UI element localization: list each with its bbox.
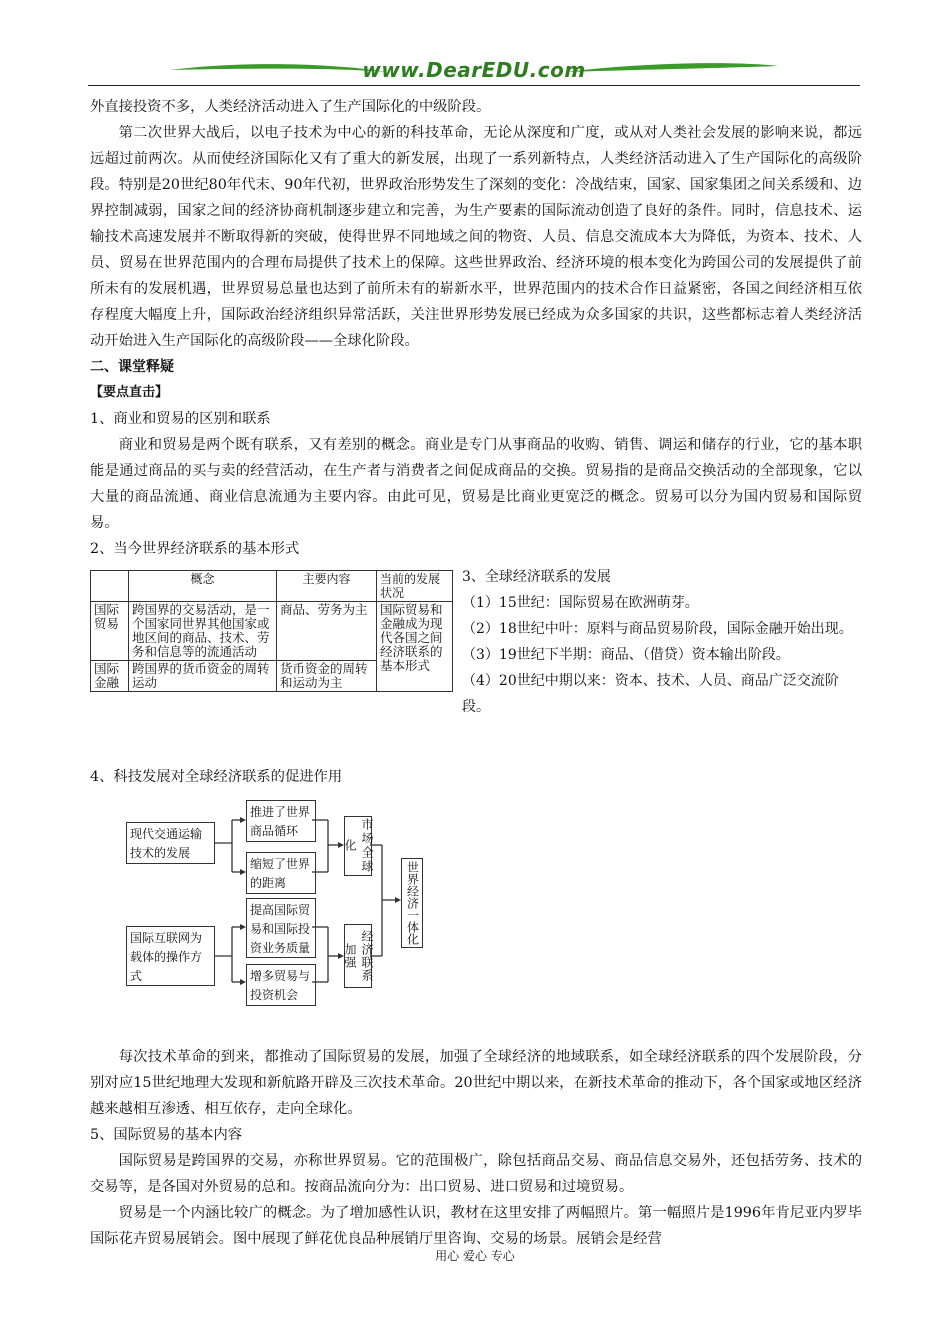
table-cell: 跨国界的货币资金的周转运动 (129, 661, 277, 692)
paragraph: 外直接投资不多，人类经济活动进入了生产国际化的中级阶段。 (90, 99, 491, 115)
table-and-stages (90, 564, 862, 764)
global-links-development (462, 564, 866, 720)
final-integration-text: 世界经济一体化 (405, 861, 420, 945)
stage-item: （3）19世纪下半期：商品、（借贷）资本输出阶段。 (462, 647, 790, 663)
result-box-economic-links (344, 924, 372, 988)
section-title: 二、课堂释疑 (90, 359, 174, 375)
result-market-text: 市场全球化 (343, 818, 374, 874)
page-header (88, 52, 860, 92)
subsection-title: 2、当今世界经济联系的基本形式 (90, 541, 300, 557)
source-box-internet: 国际互联网为载体的操作方式 (126, 926, 215, 986)
header-rule (88, 85, 860, 86)
document-body (90, 94, 862, 1252)
subsection-title: 4、科技发展对全球经济联系的促进作用 (90, 769, 343, 785)
mid-box-commodity-circulation: 推进了世界商品循环 (246, 800, 316, 842)
table-header-cell (91, 571, 129, 602)
final-box-integration (401, 858, 423, 948)
key-points-title: 【要点直击】 (90, 385, 169, 400)
mid-box-shorten-distance: 缩短了世界的距离 (246, 852, 316, 894)
stage-item: （4）20世纪中期以来：资本、技术、人员、商品广泛交流阶段。 (462, 673, 839, 715)
paragraph: 商业和贸易是两个既有联系，又有差别的概念。商业是专门从事商品的收购、销售、调运和储存的行业，它的基本职能是通过商品的买与卖的经营活动，在生产者与消费者之间促成商品的交换。贸易指的是商品交换活动的全部现象，它以大量的商品流通、商业信息流通为主要内容。由此可见，贸易是比商业更宽泛的概念。贸易可以分为国内贸易和国际贸易。 (90, 437, 862, 531)
table-header-cell: 主要内容 (277, 571, 377, 602)
table-header-row (91, 571, 453, 602)
table-cell: 跨国界的交易活动，是一个国家同世界其他国家或地区间的商品、技术、劳务和信息等的流通活动 (129, 602, 277, 661)
subsection-title: 3、全球经济联系的发展 (462, 569, 611, 585)
table-row (91, 602, 453, 661)
source-box-transport: 现代交通运输技术的发展 (126, 822, 215, 864)
table-header-cell: 当前的发展状况 (377, 571, 453, 602)
page-footer: 用心 爱心 专心 (435, 1249, 515, 1263)
mid-box-more-opportunities: 增多贸易与投资机会 (246, 964, 316, 1006)
result-links-text: 经济联系加强 (343, 930, 374, 982)
table-cell: 国际金融 (91, 661, 129, 692)
mid-box-improve-quality: 提高国际贸易和国际投资业务质量 (246, 898, 316, 958)
result-box-market (344, 816, 372, 876)
paragraph: 每次技术革命的到来，都推动了国际贸易的发展，加强了全球经济的地域联系，如全球经济联系的四个发展阶段，分别对应15世纪地理大发现和新航路开辟及三次技术革命。20世纪中期以来，在新技术革命的推动下，各个国家或地区经济越来越相互渗透、相互依存，走向全球化。 (90, 1049, 862, 1117)
stage-item: （2）18世纪中叶：原料与商品贸易阶段，国际金融开始出现。 (462, 621, 853, 637)
tech-impact-diagram (90, 790, 862, 1044)
stage-item: （1）15世纪：国际贸易在欧洲萌芽。 (462, 595, 699, 611)
table-cell: 商品、劳务为主 (277, 602, 377, 661)
subsection-title: 1、商业和贸易的区别和联系 (90, 411, 271, 427)
paragraph: 贸易是一个内涵比较广的概念。为了增加感性认识，教材在这里安排了两幅照片。第一幅照片是1996年肯尼亚内罗毕国际花卉贸易展销会。图中展现了鲜花优良品种展销厅里咨询、交易的场景。展销会是经营 (90, 1205, 862, 1247)
paragraph: 国际贸易是跨国界的交易，亦称世界贸易。它的范围极广，除包括商品交易、商品信息交易外，还包括劳务、技术的交易等，是各国对外贸易的总和。按商品流向分为：出口贸易、进口贸易和过境贸易。 (90, 1153, 862, 1195)
subsection-title: 5、国际贸易的基本内容 (90, 1127, 243, 1143)
table-header-cell: 概念 (129, 571, 277, 602)
paragraph: 第二次世界大战后，以电子技术为中心的新的科技革命，无论从深度和广度，或从对人类社会发展的影响来说，都远远超过前两次。从而使经济国际化又有了重大的新发展，出现了一系列新特点，人类经济活动进入了生产国际化的高级阶段。特别是20世纪80年代末、90年代初，世界政治形势发生了深刻的变化：冷战结束，国家、国家集团之间关系缓和、边界控制减弱，国家之间的经济协商机制逐步建立和完善，为生产要素的国际流动创造了良好的条件。同时，信息技术、运输技术高速发展并不断取得新的突破，使得世界不同地域之间的物资、人员、信息交流成本大为降低，为资本、技术、人员、贸易在世界范围内的合理布局提供了技术上的保障。这些世界政治、经济环境的根本变化为跨国公司的发展提供了前所未有的发展机遇，世界贸易总量也达到了前所未有的崭新水平，世界范围内的技术合作日益紧密，各国之间经济相互依存程度大幅度上升，国际政治经济组织异常活跃，关注世界形势发展已经成为众多国家的共识，这些都标志着人类经济活动开始进入生产国际化的高级阶段——全球化阶段。 (90, 125, 862, 349)
site-name[interactable]: www.DearEDU.com (362, 58, 586, 82)
table-cell: 国际贸易和金融成为现代各国之间经济联系的基本形式 (377, 602, 453, 692)
economic-links-table (90, 570, 453, 692)
table-cell: 国际贸易 (91, 602, 129, 661)
table-cell: 货币资金的周转和运动为主 (277, 661, 377, 692)
